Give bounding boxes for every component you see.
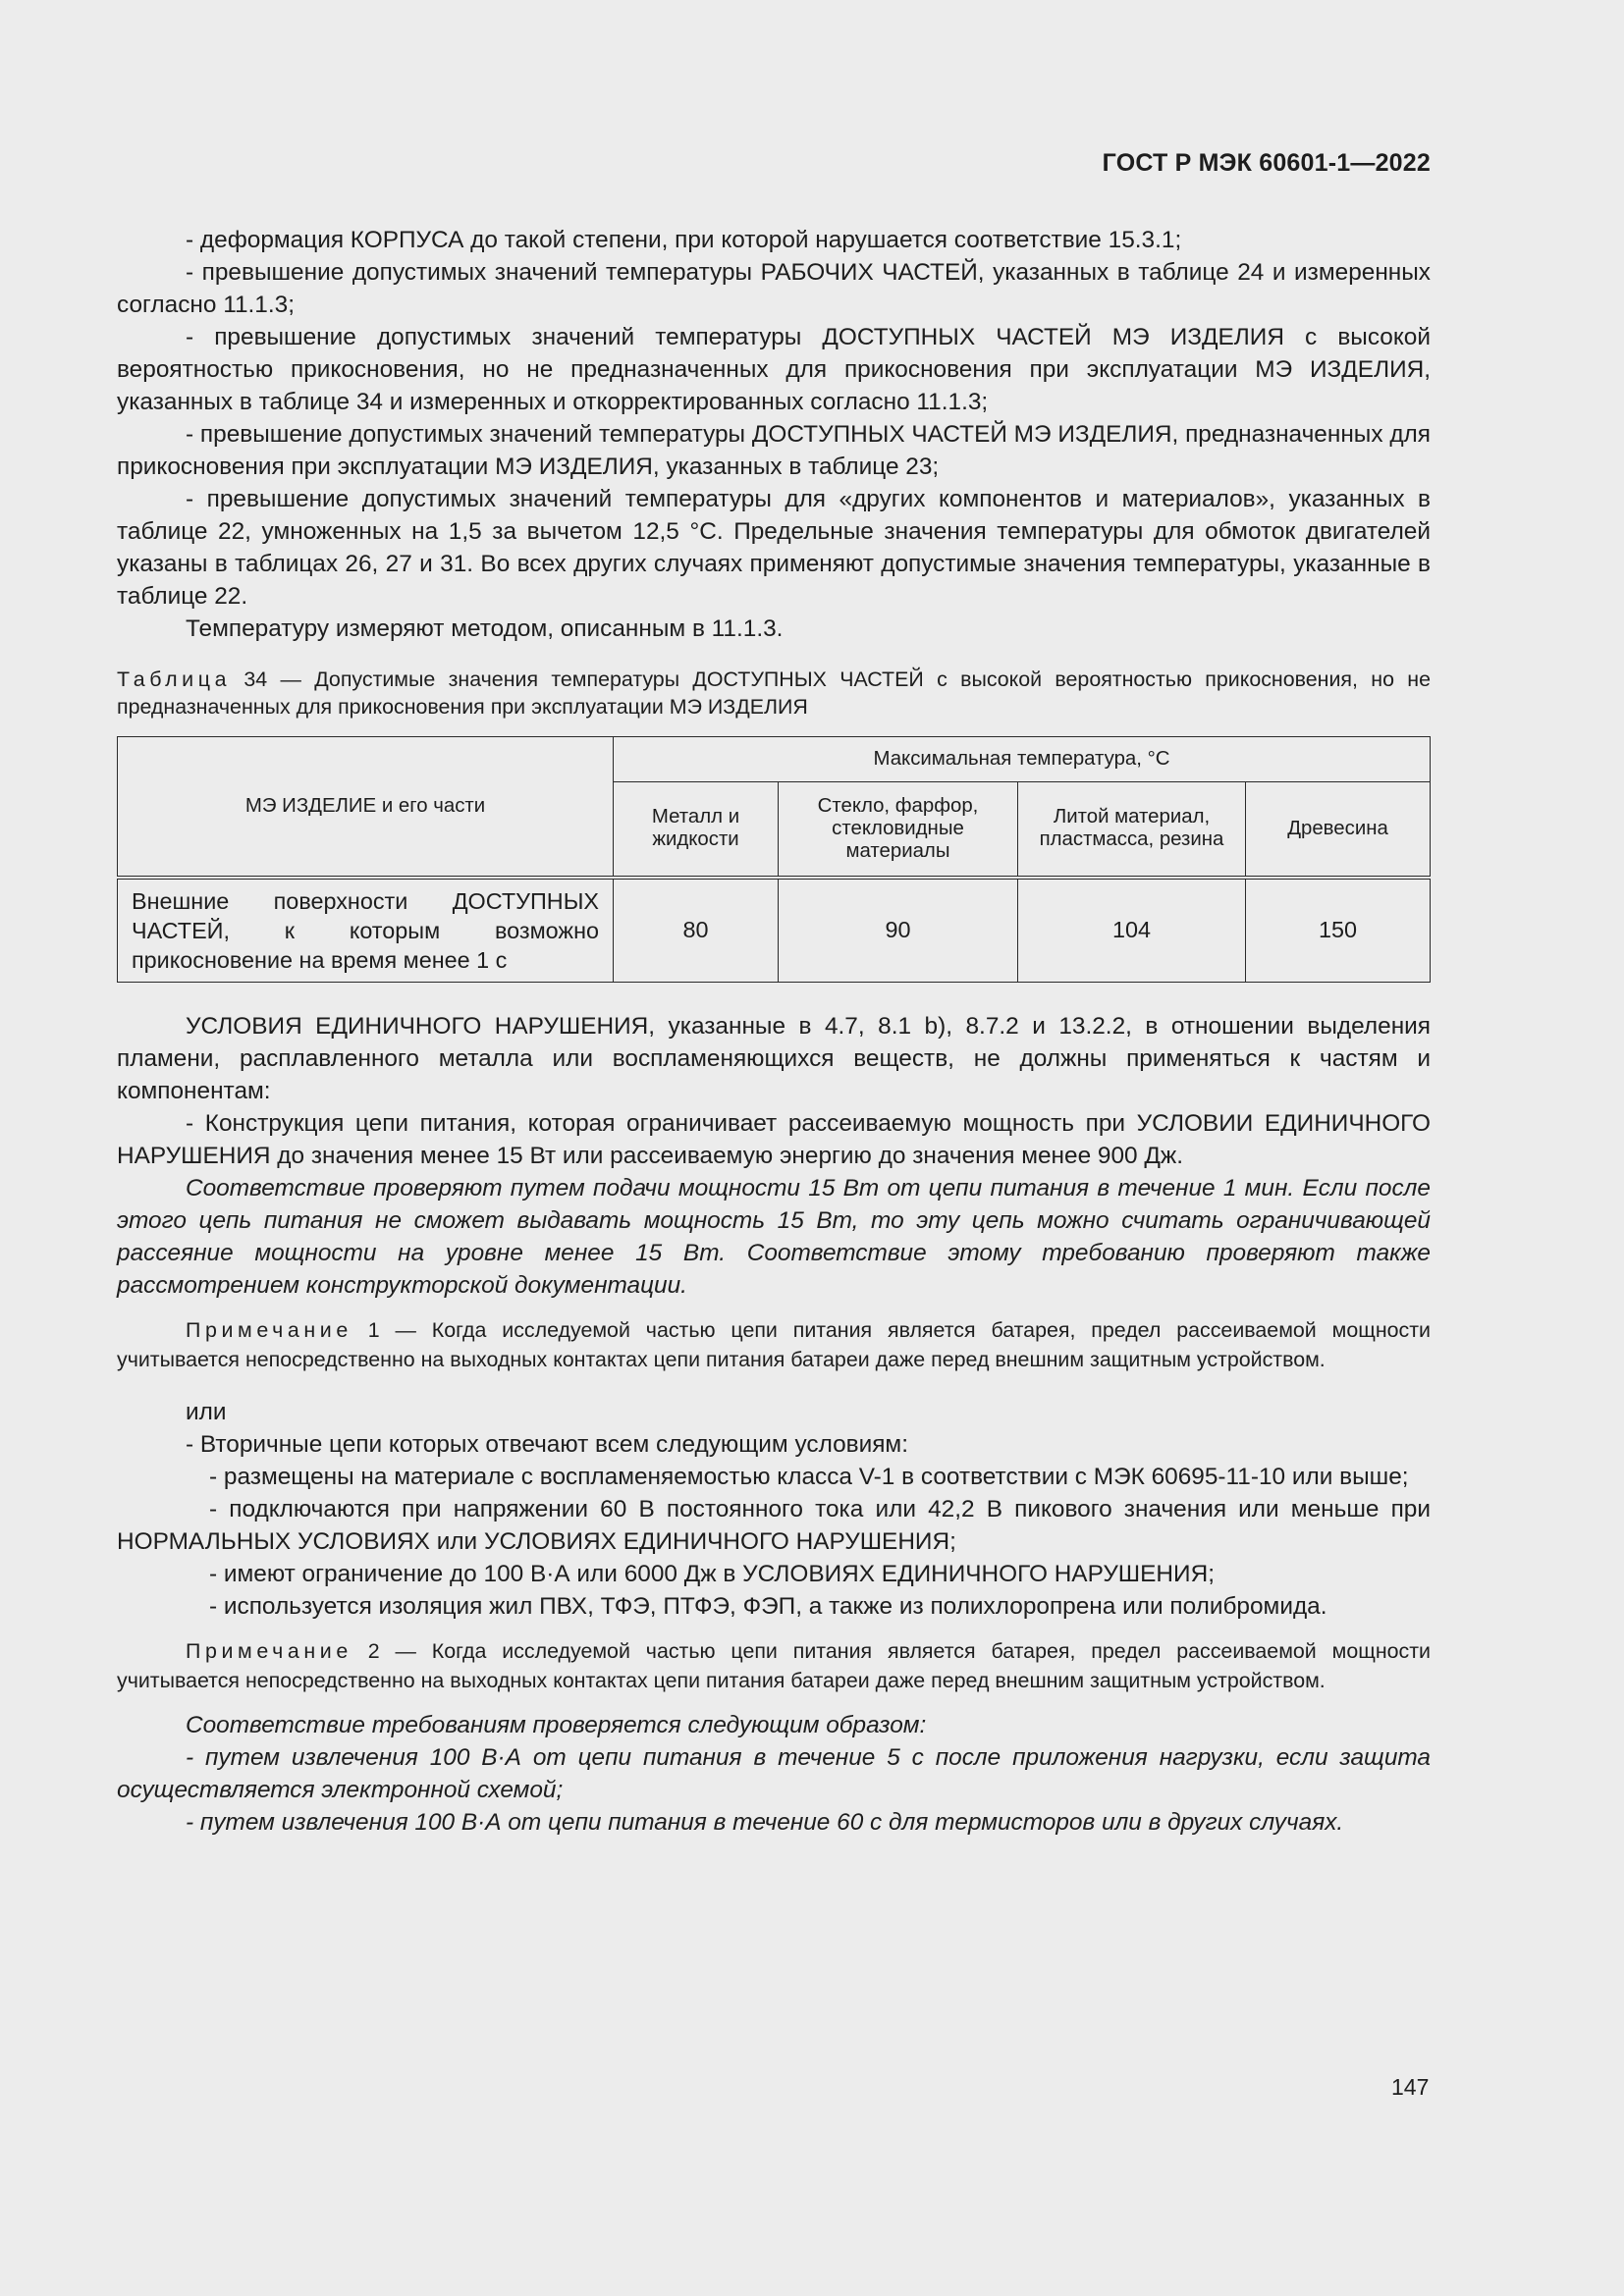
table-cell-wood: 150 <box>1246 878 1431 983</box>
list-item: - используется изоляция жил ПВХ, ТФЭ, ПТФЭ, ФЭП, а также из полихлоропрена или полибромида. <box>209 1593 1327 1620</box>
paragraph: УСЛОВИЯ ЕДИНИЧНОГО НАРУШЕНИЯ, указанные в 4.7, 8.1 b), 8.7.2 и 13.2.2, в отношении выделения пламени, расплавленного металла или воспламеняющихся веществ, не должны применяться к частям и компонентам: <box>117 1013 1431 1104</box>
column-header-wood: Древесина <box>1246 782 1431 878</box>
page-content <box>117 224 1431 1839</box>
table-cell-metal: 80 <box>614 878 779 983</box>
paragraph: или <box>186 1399 227 1425</box>
note-1 <box>117 1315 1431 1374</box>
table-row <box>118 878 1431 983</box>
list-item: - превышение допустимых значений температуры ДОСТУПНЫХ ЧАСТЕЙ МЭ ИЗДЕЛИЯ, предназначенных для прикосновения при эксплуатации МЭ ИЗДЕЛИЯ, указанных в таблице 23; <box>117 421 1431 480</box>
column-header-glass: Стекло, фарфор, стекловидные материалы <box>779 782 1018 878</box>
list-item: - превышение допустимых значений температуры ДОСТУПНЫХ ЧАСТЕЙ МЭ ИЗДЕЛИЯ с высокой вероятностью прикосновения, но не предназначенных для прикосновения при эксплуатации МЭ ИЗДЕЛИЯ, указанных в таблице 34 и измеренных и откорректированных согласно 11.1.3; <box>117 324 1431 415</box>
note-text: 2 — Когда исследуемой частью цепи питания является батарея, предел рассеиваемой мощности учитывается непосредственно на выходных контактах цепи питания батареи даже перед внешним защитным устройством. <box>117 1639 1431 1692</box>
table-cell-glass: 90 <box>779 878 1018 983</box>
table-caption-text: 34 — Допустимые значения температуры ДОСТУПНЫХ ЧАСТЕЙ с высокой вероятностью прикосновения, но не предназначенных для прикосновения при эксплуатации МЭ ИЗДЕЛИЯ <box>117 667 1431 719</box>
compliance-text: Соответствие проверяют путем подачи мощности 15 Вт от цепи питания в течение 1 мин. Если после этого цепь питания не сможет выдавать мощность 15 Вт, то эту цепь можно считать ограничивающей рассеяние мощности на уровне менее 15 Вт. Соответствие этому требованию проверяют также рассмотрением конструкторской документации. <box>117 1175 1431 1299</box>
list-item: - подключаются при напряжении 60 В постоянного тока или 42,2 В пикового значения или меньше при НОРМАЛЬНЫХ УСЛОВИЯХ или УСЛОВИЯХ ЕДИНИЧНОГО НАРУШЕНИЯ; <box>117 1496 1431 1555</box>
note-text: 1 — Когда исследуемой частью цепи питания является батарея, предел рассеиваемой мощности учитывается непосредственно на выходных контактах цепи питания батареи даже перед внешним защитным устройством. <box>117 1318 1431 1371</box>
list-item: - превышение допустимых значений температуры для «других компонентов и материалов», указанных в таблице 22, умноженных на 1,5 за вычетом 12,5 °С. Предельные значения температуры для обмоток двигателей указаны в таблицах 26, 27 и 31. Во всех других случаях применяют допустимые значения температуры, указанные в таблице 22. <box>117 486 1431 610</box>
table-caption <box>117 666 1431 721</box>
column-header-item: МЭ ИЗДЕЛИЕ и его части <box>118 737 614 878</box>
list-item: - размещены на материале с воспламеняемостью класса V-1 в соответствии с МЭК 60695-11-10 или выше; <box>209 1464 1409 1490</box>
table-cell-plastic: 104 <box>1018 878 1246 983</box>
temperature-table <box>117 736 1431 983</box>
compliance-text: Соответствие требованиям проверяется следующим образом: <box>186 1712 927 1738</box>
list-item: - путем извлечения 100 В·А от цепи питания в течение 5 с после приложения нагрузки, если защита осуществляется электронной схемой; <box>117 1744 1431 1803</box>
column-group-header: Максимальная температура, °С <box>614 737 1431 782</box>
list-item: - Вторичные цепи которых отвечают всем следующим условиям: <box>186 1431 908 1458</box>
note-2 <box>117 1636 1431 1695</box>
note-label: Примечание <box>186 1318 352 1342</box>
table-caption-label: Таблица <box>117 667 232 691</box>
list-item: - путем извлечения 100 В·А от цепи питания в течение 60 с для термисторов или в других случаях. <box>186 1809 1344 1836</box>
document-code-header: ГОСТ Р МЭК 60601-1—2022 <box>1102 149 1431 177</box>
column-header-metal: Металл и жидкости <box>614 782 779 878</box>
paragraph: Температуру измеряют методом, описанным в 11.1.3. <box>186 615 784 642</box>
list-item: - деформация КОРПУСА до такой степени, при которой нарушается соответствие 15.3.1; <box>186 227 1182 253</box>
list-item: - превышение допустимых значений температуры РАБОЧИХ ЧАСТЕЙ, указанных в таблице 24 и измеренных согласно 11.1.3; <box>117 259 1431 318</box>
list-item: - имеют ограничение до 100 В·А или 6000 Дж в УСЛОВИЯХ ЕДИНИЧНОГО НАРУШЕНИЯ; <box>209 1561 1215 1587</box>
list-item: - Конструкция цепи питания, которая ограничивает рассеиваемую мощность при УСЛОВИИ ЕДИНИЧНОГО НАРУШЕНИЯ до значения менее 15 Вт или рассеиваемую энергию до значения менее 900 Дж. <box>117 1110 1431 1169</box>
page-number: 147 <box>1391 2074 1430 2100</box>
table-cell-label: Внешние поверхности ДОСТУПНЫХ ЧАСТЕЙ, к которым возможно прикосновение на время менее 1 с <box>118 878 614 983</box>
column-header-plastic: Литой материал, пластмасса, резина <box>1018 782 1246 878</box>
note-label: Примечание <box>186 1639 352 1663</box>
